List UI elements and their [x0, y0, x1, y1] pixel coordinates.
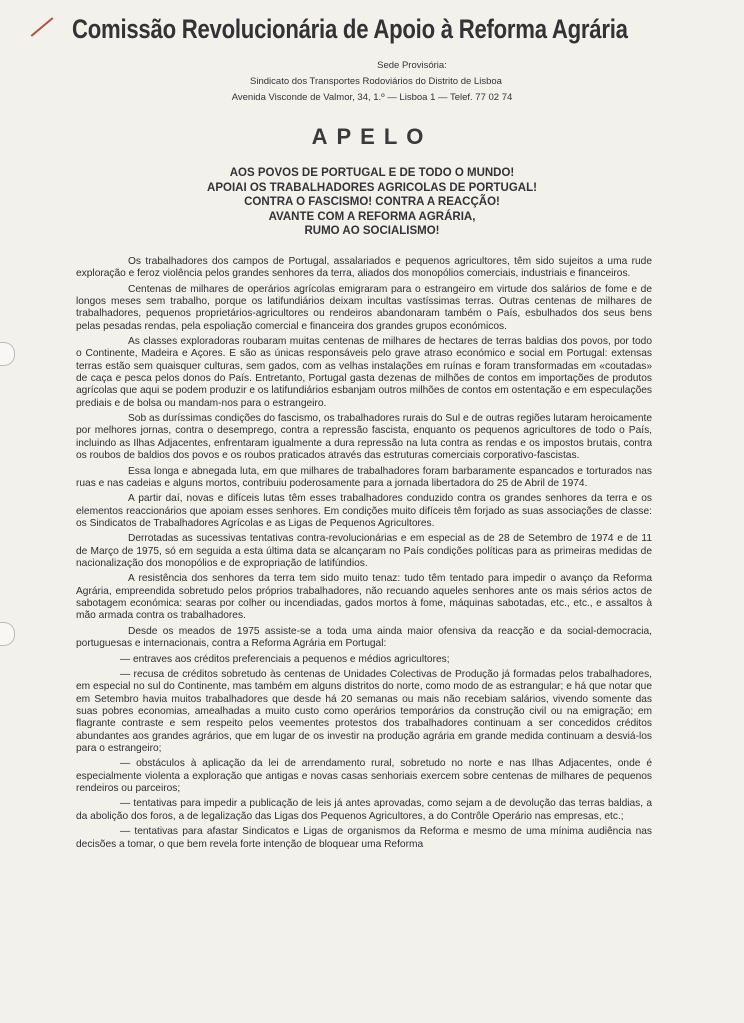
- organization-title: Comissão Revolucionária de Apoio à Reforma Agrária: [72, 14, 628, 44]
- paragraph: Desde os meados de 1975 assiste-se a toda uma ainda maior ofensiva da reacção e da social-democracia, portuguesas e internacionais, contra a Reforma Agrária em Portugal:: [76, 625, 652, 650]
- slogan-line: CONTRA O FASCISMO! CONTRA A REACÇÃO!: [244, 196, 500, 208]
- slogan-line: AOS POVOS DE PORTUGAL E DE TODO O MUNDO!: [229, 167, 515, 179]
- list-item: — entraves aos créditos preferenciais a pequenos e médios agricultores;: [120, 653, 450, 665]
- pen-mark: [31, 17, 54, 37]
- slogan-line: RUMO AO SOCIALISMO!: [304, 225, 440, 237]
- paragraph: A resistência dos senhores da terra tem sido muito tenaz: tudo têm tentado para impedir o avanço da Reforma Agrária, empreendida sobretudo pelos próprios trabalhadores, não recuando aqueles senhores ante os mais sérios actos de sabotagem económica: searas por colher ou incendiadas, gados mortos à fome, máquinas sabotadas, etc., etc., e assaltos à mão armada contra os trabalhadores.: [76, 573, 652, 622]
- slogan-line: APOIAI OS TRABALHADORES AGRICOLAS DE PORTUGAL!: [207, 181, 537, 194]
- slogan-line: AVANTE COM A REFORMA AGRÁRIA,: [268, 210, 476, 223]
- paragraph: Derrotadas as sucessivas tentativas contra-revolucionárias e em especial as de 28 de Setembro de 1974 e de 11 de Março de 1975, só em seguida a esta última data se alcançaram no País condições políticas para as primeiras medidas de nacionalização dos monopólios e de expropriação de latifúndios.: [76, 533, 652, 569]
- punch-hole-bottom: [0, 622, 15, 646]
- paragraph: Os trabalhadores dos campos de Portugal, assalariados e pequenos agricultores, têm sido sujeitos a uma rude exploração e feroz violência pelos grandes senhores da terra, aliados dos monopólios comerciais, industriais e financeiros.: [76, 256, 652, 280]
- seat-name: Sindicato dos Transportes Rodoviários do Distrito de Lisboa: [250, 76, 502, 87]
- list-item: — tentativas para afastar Sindicatos e Ligas de organismos da Reforma e mesmo de uma mínima audiência nas decisões a tomar, o que bem revela forte intenção de bloquear uma Reforma: [76, 826, 652, 850]
- paragraph: As classes exploradoras roubaram muitas centenas de milhares de hectares de terras baldias dos povos, por todo o Continente, Madeira e Açores. E são as únicas responsáveis pelo grave atraso económico e social em Portugal: extensas terras estão sem quaisquer culturas, sem gados, com as velhas instalações em ruínas e foram transformadas em «coutadas» de caça e pesca pelos donos do País. Entretanto, Portugal gasta dezenas de milhões de contos em importações de produtos agrícolas que aqui se podem produzir e os latifundiários esbanjam outros milhões de contos em ostentação e em especulações prediais e de bolsa ou mandam-nos para o estrangeiro.: [76, 336, 652, 409]
- paragraph: A partir daí, novas e difíceis lutas têm esses trabalhadores conduzido contra os grandes senhores da terra e os elementos reaccionários que apoiam esses senhores. Em condições muito difíceis têm forjado as suas associações de classe: os Sindicatos de Trabalhadores Agrícolas e as Ligas de Pequenos Agricultores.: [76, 493, 652, 529]
- paragraph: Essa longa e abnegada luta, em que milhares de trabalhadores foram barbaramente espancados e torturados nas ruas e nas cadeias e alguns mortos, contribuiu poderosamente para a jornada libertadora do 25 de Abril de 1974.: [76, 465, 652, 489]
- address-line: Avenida Visconde de Valmor, 34, 1.º — Lisboa 1 — Telef. 77 02 74: [231, 92, 513, 103]
- slogans-block: [0, 166, 744, 239]
- paragraph: Sob as duríssimas condições do fascismo, os trabalhadores rurais do Sul e de outras regiões lutaram heroicamente por melhores jornas, contra o desemprego, contra a repressão fascista, enquanto os pequenos agricultores de todo o País, incluindo as Ilhas Adjacentes, enfrentaram igualmente a dura repressão na luta contra as rendas e os impostos brutais, contra os roubos de baldios dos povos e os roubos praticados através das estruturas comerciais corporativo-fascistas.: [76, 413, 652, 462]
- list-item: — recusa de créditos sobretudo às centenas de Unidades Colectivas de Produção já formadas pelos trabalhadores, em especial no sul do Continente, mas também em alguns distritos do norte, como modo de as estrangular; e há que notar que em Setembro havia muitos trabalhadores que desde há 20 semanas ou mais não recebiam salários, vivendo somente das suas pobres economias, amealhadas a muito custo como operários temporários da construção civil ou na emigração; em flagrante contraste e sem respeito pelos veementes protestos dos trabalhadores continuam a ser concedidos créditos abundantes aos grandes agrários, que em lugar de os investir na produção agrária em grande medida continuam a desviá-los para o estrangeiro;: [76, 669, 652, 754]
- body-text: [76, 256, 652, 854]
- list-item: — tentativas para impedir a publicação de leis já antes aprovadas, como sejam a de devolução das terras baldias, a da abolição dos foros, a de legalização das Ligas dos Pequenos Agricultores, a do Contrôle Operário nas empresas, etc.;: [76, 798, 652, 822]
- list-item: — obstáculos à aplicação da lei de arrendamento rural, sobretudo no norte e nas Ilhas Adjacentes, onde é especialmente violenta a exploração que antigas e novas casas senhoriais exercem sobre centenas de milhares de pequenos rendeiros ou parceiros;: [76, 758, 652, 794]
- seat-label: Sede Provisória:: [377, 60, 447, 71]
- punch-hole-top: [0, 342, 15, 366]
- document-heading: APELO: [311, 124, 433, 149]
- paragraph: Centenas de milhares de operários agrícolas emigraram para o estrangeiro em virtude dos salários de fome e de longos meses sem trabalho, porque os latifundiários deixam incultas vastíssimas terras. Outras centenas de milhares de trabalhadores, pequenos proprietários-agricultores ou rendeiros abandonaram também o País, esbulhados dos seus bens pelas pesadas rendas, pela espoliação comercial e financeira dos grandes grupos económicos.: [76, 283, 652, 332]
